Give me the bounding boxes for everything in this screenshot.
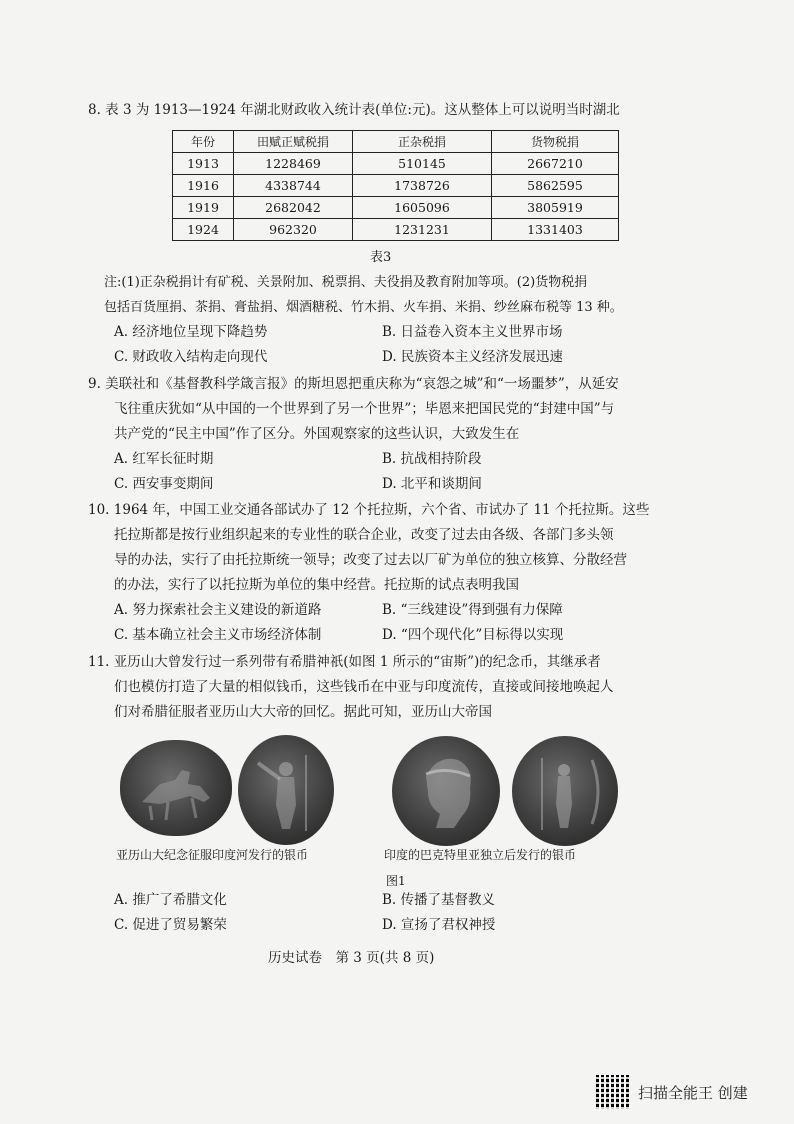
question-11-options xyxy=(114,888,674,938)
question-10-line: 导的办法，实行了由托拉斯统一领导；改变了过去以厂矿为单位的独立核算、分散经营 xyxy=(114,552,627,568)
header-misc-tax: 正杂税捐 xyxy=(353,131,492,153)
table-cell: 1605096 xyxy=(353,197,492,219)
question-10-line: 的办法，实行了以托拉斯为单位的集中经营。托拉斯的试点表明我国 xyxy=(114,577,519,593)
question-9-options xyxy=(114,447,674,497)
option-c[interactable]: C. 促进了贸易繁荣 xyxy=(114,917,227,933)
question-9-line: 9. 美联社和《基督教科学箴言报》的斯坦恩把重庆称为“哀怨之城”和“一场噩梦”，从延安 xyxy=(88,376,619,392)
table-cell: 1916 xyxy=(173,175,234,197)
table-cell: 1919 xyxy=(173,197,234,219)
option-c[interactable]: C. 基本确立社会主义市场经济体制 xyxy=(114,627,322,643)
table-cell: 2667210 xyxy=(492,153,619,175)
question-11-line: 们也模仿打造了大量的相似钱币，这些钱币在中亚与印度流传，直接或间接地唤起人 xyxy=(114,679,614,695)
table-cell: 1738726 xyxy=(353,175,492,197)
question-10-line: 10. 1964 年，中国工业交通各部试办了 12 个托拉斯，六个省、市试办了 11 个托拉斯。这些 xyxy=(88,502,650,518)
question-9-line: 共产党的“民主中国”作了区分。外国观察家的这些认识，大致发生在 xyxy=(114,426,520,442)
table-header-row xyxy=(173,131,619,153)
question-8-stem: 8. 表 3 为 1913—1924 年湖北财政收入统计表(单位:元)。这从整体上可以说明当时湖北 xyxy=(88,102,620,118)
coin-elephant-rider-image xyxy=(120,740,232,836)
scanner-watermark xyxy=(596,1075,748,1109)
table-cell: 1913 xyxy=(173,153,234,175)
table-cell: 510145 xyxy=(353,153,492,175)
option-c[interactable]: C. 西安事变期间 xyxy=(114,476,214,492)
option-b[interactable]: B. 日益卷入资本主义世界市场 xyxy=(382,324,563,340)
table-cell: 1924 xyxy=(173,219,234,241)
question-11 xyxy=(88,650,668,725)
table-row xyxy=(173,197,619,219)
standing-god-icon xyxy=(512,736,618,846)
coin-portrait-image xyxy=(392,736,500,846)
table-row xyxy=(173,219,619,241)
header-goods-tax: 货物税捐 xyxy=(492,131,619,153)
king-portrait-icon xyxy=(392,736,500,846)
option-d[interactable]: D. 民族资本主义经济发展迅速 xyxy=(382,349,563,365)
header-land-tax: 田赋正赋税捐 xyxy=(234,131,353,153)
table-3 xyxy=(172,130,619,241)
question-10 xyxy=(88,498,668,598)
coin-standing-figure-image xyxy=(512,736,618,846)
coin-zeus-image xyxy=(238,735,334,845)
table-cell: 1228469 xyxy=(234,153,353,175)
question-8 xyxy=(88,98,668,123)
scanner-text: 扫描全能王 创建 xyxy=(638,1083,748,1102)
table-note xyxy=(104,270,674,320)
option-d[interactable]: D. 宣扬了君权神授 xyxy=(382,917,496,933)
option-a[interactable]: A. 经济地位呈现下降趋势 xyxy=(114,324,268,340)
question-11-line: 11. 亚历山大曾发行过一系列带有希腊神祇(如图 1 所示的“宙斯”)的纪念币，其继承者 xyxy=(88,654,601,670)
option-b[interactable]: B. 抗战相持阶段 xyxy=(382,451,482,467)
page-footer: 历史试卷 第 3 页(共 8 页) xyxy=(268,950,435,966)
table-cell: 962320 xyxy=(234,219,353,241)
table-cell: 1231231 xyxy=(353,219,492,241)
horse-rider-icon xyxy=(120,740,232,836)
table-cell: 5862595 xyxy=(492,175,619,197)
option-d[interactable]: D. 北平和谈期间 xyxy=(382,476,482,492)
figure-caption-right: 印度的巴克特里亚独立后发行的银币 xyxy=(384,848,577,862)
note-line-2: 包括百货厘捐、茶捐、膏盐捐、烟酒糖税、竹木捐、火车捐、米捐、纱丝麻布税等 13 种。 xyxy=(104,300,623,315)
question-10-line: 托拉斯都是按行业组织起来的专业性的联合企业，改变了过去由各级、各部门多头领 xyxy=(114,527,614,543)
option-a[interactable]: A. 红军长征时期 xyxy=(114,451,214,467)
table-cell: 2682042 xyxy=(234,197,353,219)
question-10-options xyxy=(114,598,674,648)
qr-code-icon xyxy=(596,1075,630,1109)
question-11-line: 们对希腊征服者亚历山大大帝的回忆。据此可知，亚历山大帝国 xyxy=(114,704,492,720)
figure-label: 图1 xyxy=(386,874,406,888)
table-cell: 1331403 xyxy=(492,219,619,241)
note-line-1: 注:(1)正杂税捐计有矿税、关景附加、税票捐、夫役捐及教育附加等项。(2)货物税捐 xyxy=(104,275,588,290)
question-9 xyxy=(88,372,668,447)
table-row xyxy=(173,153,619,175)
table-cell: 3805919 xyxy=(492,197,619,219)
option-c[interactable]: C. 财政收入结构走向现代 xyxy=(114,349,268,365)
option-a[interactable]: A. 努力探索社会主义建设的新道路 xyxy=(114,602,322,618)
option-d[interactable]: D. “四个现代化”目标得以实现 xyxy=(382,627,564,643)
option-a[interactable]: A. 推广了希腊文化 xyxy=(114,892,227,908)
figure-caption-left: 亚历山大纪念征服印度河发行的银币 xyxy=(116,848,309,862)
table-row xyxy=(173,175,619,197)
question-9-line: 飞往重庆犹如“从中国的一个世界到了另一个世界”；毕恩来把国民党的“封建中国”与 xyxy=(114,401,615,417)
option-b[interactable]: B. 传播了基督教义 xyxy=(382,892,496,908)
zeus-figure-icon xyxy=(238,735,334,845)
option-b[interactable]: B. “三线建设”得到强有力保障 xyxy=(382,602,563,618)
question-8-options xyxy=(114,320,674,370)
table-cell: 4338744 xyxy=(234,175,353,197)
header-year: 年份 xyxy=(173,131,234,153)
table-caption: 表3 xyxy=(370,250,392,265)
